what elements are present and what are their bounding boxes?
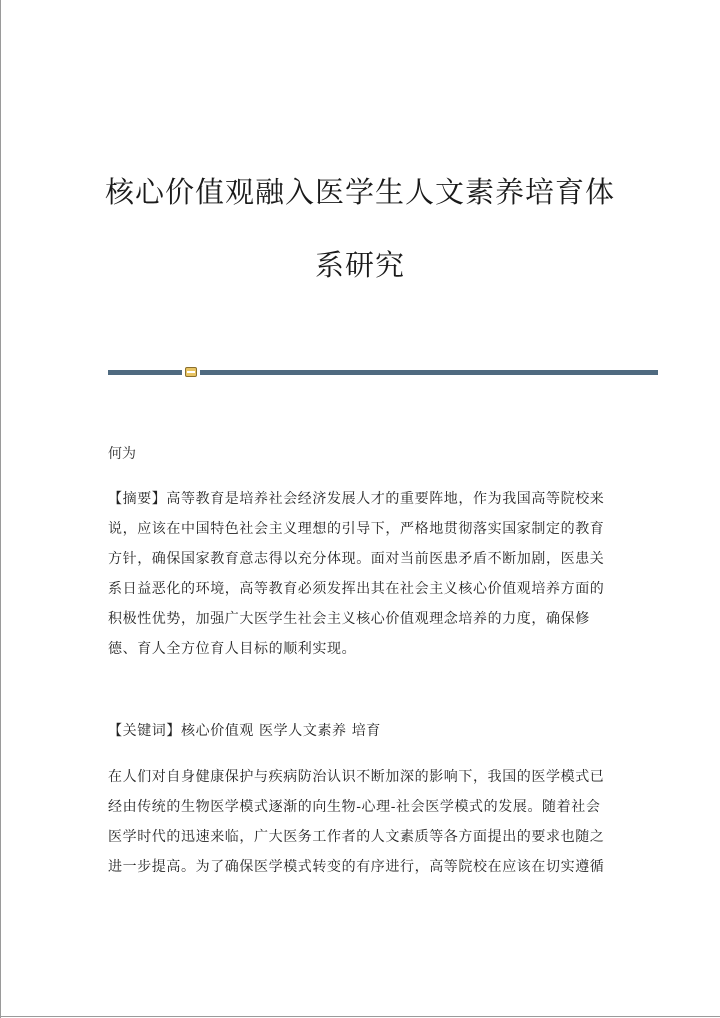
- abstract-line: 积极性优势，加强广大医学生社会主义核心价值观理念培养的力度，确保修: [108, 611, 590, 627]
- body-line: 经由传统的生物医学模式逐渐的向生物-心理-社会医学模式的发展。随着社会: [108, 799, 601, 815]
- body-line: 医学时代的迅速来临，广大医务工作者的人文素质等各方面提出的要求也随之: [108, 829, 605, 845]
- title-divider: [108, 367, 658, 377]
- divider-bar-right: [200, 370, 658, 375]
- divider-ornament-icon: [185, 367, 197, 377]
- keywords-line: [108, 716, 603, 746]
- abstract-section: [108, 484, 603, 664]
- abstract-line: 方针，确保国家教育意志得以充分体现。面对当前医患矛盾不断加剧，医患关: [108, 551, 605, 567]
- keywords-label: 【关键词】: [108, 723, 181, 739]
- abstract-line: 说，应该在中国特色社会主义理想的引导下，严格地贯彻落实国家制定的教育: [108, 521, 605, 537]
- keywords-text: 核心价值观 医学人文素养 培育: [181, 723, 381, 739]
- abstract-label: 【摘要】: [108, 491, 167, 507]
- document-title-line-1: 核心价值观融入医学生人文素养培育体: [104, 175, 615, 209]
- page-bottom-border: [0, 1016, 720, 1017]
- page-left-border: [0, 0, 1, 1018]
- body-line: 进一步提高。为了确保医学模式转变的有序进行，高等院校在应该在切实遵循: [108, 859, 605, 875]
- document-title-line-2: 系研究: [314, 248, 405, 282]
- abstract-line: [108, 484, 603, 514]
- author-name: 何为: [108, 446, 136, 462]
- abstract-line: 系日益恶化的环境，高等教育必须发挥出其在社会主义核心价值观培养方面的: [108, 581, 605, 597]
- body-paragraph: [108, 762, 603, 882]
- divider-bar-left: [108, 370, 182, 375]
- body-line: 在人们对自身健康保护与疾病防治认识不断加深的影响下，我国的医学模式已: [108, 769, 605, 785]
- abstract-line: 德、育人全方位育人目标的顺利实现。: [108, 641, 357, 657]
- keywords-section: [108, 716, 603, 746]
- abstract-text: 高等教育是培养社会经济发展人才的重要阵地，作为我国高等院校来: [166, 491, 605, 507]
